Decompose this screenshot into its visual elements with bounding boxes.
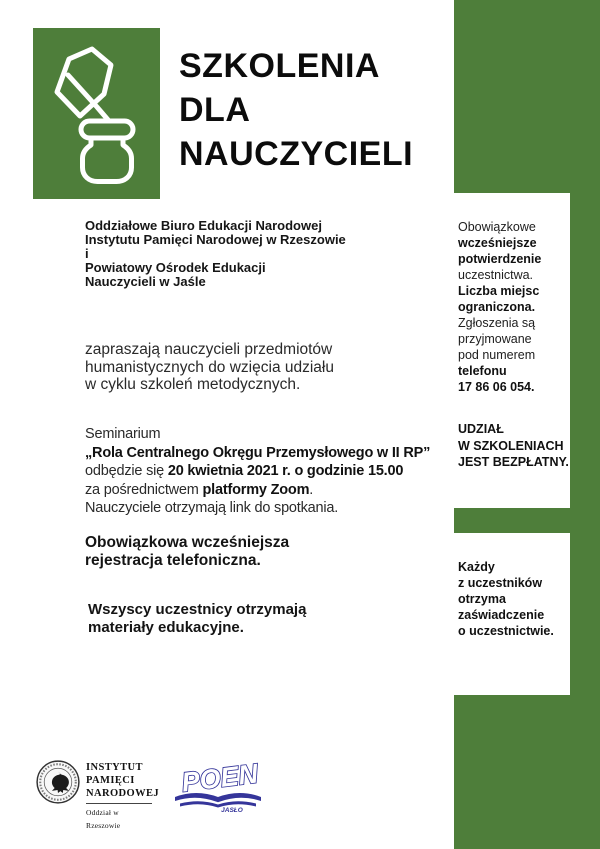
sidebar-line: UDZIAŁ <box>458 422 504 436</box>
ipn-wordmark <box>86 761 159 832</box>
sidebar-line: potwierdzenie <box>458 252 542 266</box>
sidebar-line: z uczestników <box>458 576 543 590</box>
seminar-platform: platformy Zoom <box>202 481 310 498</box>
sidebar-line: Obowiązkowe <box>458 220 536 234</box>
ipn-name-line: PAMIĘCI <box>86 775 135 786</box>
sidebar-line: ograniczona. <box>458 300 536 314</box>
organizer-line: Instytutu Pamięci Narodowej w Rzeszowie <box>85 232 346 247</box>
poen-logo <box>170 760 270 819</box>
quill-inkwell-icon <box>33 28 160 199</box>
eagle-seal-icon <box>35 759 81 805</box>
sidebar-line: wcześniejsze <box>458 236 537 250</box>
seminar-intro: Seminarium <box>85 426 161 442</box>
seminar-platform-prefix: za pośrednictwem <box>85 481 203 498</box>
sidebar-line: JEST BEZPŁATNY. <box>458 455 569 469</box>
seminar-topic: „Rola Centralnego Okręgu Przemysłowego w II RP” <box>85 444 431 461</box>
open-book-icon <box>170 760 270 814</box>
invitation-line: w cyklu szkoleń metodycznych. <box>85 376 301 393</box>
sidebar-line: zaświadczenie <box>458 608 545 622</box>
ipn-logo <box>35 759 81 810</box>
materials-note <box>88 601 306 636</box>
poen-city-label: JASŁO <box>221 807 243 814</box>
registration-note <box>85 534 289 570</box>
organizer-line: Nauczycieli w Jaśle <box>85 274 206 289</box>
organizer-line: Powiatowy Ośrodek Edukacji <box>85 260 266 275</box>
registration-line: rejestracja telefoniczna. <box>85 552 261 569</box>
title-line: DLA <box>179 91 251 129</box>
seminar-date-line <box>85 462 430 481</box>
ipn-name-line: INSTYTUT <box>86 762 143 773</box>
sidebar-line: Zgłoszenia są <box>458 316 536 330</box>
title-line: NAUCZYCIELI <box>179 135 414 173</box>
invitation-line: humanistycznych do wzięcia udziału <box>85 358 334 376</box>
sidebar-line: telefonu <box>458 364 507 378</box>
seminar-date: 20 kwietnia 2021 r. o godzinie 15.00 <box>167 463 404 479</box>
sidebar-line: Liczba miejsc <box>458 284 540 298</box>
seminar-link-note: Nauczyciele otrzymają link do spotkania. <box>85 500 339 516</box>
sidebar-line: pod numerem <box>458 348 536 362</box>
materials-line: materiały edukacyjne. <box>88 618 244 636</box>
sidebar-free-note <box>458 421 570 471</box>
sidebar-line: W SZKOLENIACH <box>458 438 564 453</box>
organizer-line: Oddziałowe Biuro Edukacji Narodowej <box>85 218 322 233</box>
seminar-platform-line <box>85 481 430 500</box>
sidebar-certificate-note <box>458 559 570 639</box>
sidebar-phone-number: 17 86 06 054. <box>458 380 535 394</box>
seminar-platform-suffix: . <box>309 481 314 498</box>
sidebar-confirmation-note <box>458 219 570 395</box>
sidebar-line: uczestnictwa. <box>458 268 534 282</box>
title-line: SZKOLENIA <box>179 47 380 85</box>
organizer-line: i <box>85 246 89 261</box>
sidebar-line: o uczestnictwie. <box>458 624 554 638</box>
invitation-line: zapraszają nauczycieli przedmiotów <box>85 341 333 358</box>
ipn-name-line: NARODOWEJ <box>86 788 160 799</box>
registration-line: Obowiązkowa wcześniejsza <box>85 534 290 551</box>
materials-line: Wszyscy uczestnicy otrzymają <box>88 601 307 618</box>
sidebar-line: przyjmowane <box>458 332 532 346</box>
sidebar-line: Każdy <box>458 560 495 574</box>
invitation-paragraph <box>85 341 334 394</box>
seminar-block <box>85 425 430 518</box>
page-title <box>179 44 413 176</box>
brand-square <box>33 28 160 199</box>
seminar-date-prefix: odbędzie się <box>85 463 168 479</box>
poen-acronym: POEN <box>179 760 260 798</box>
sidebar-line: otrzyma <box>458 592 506 606</box>
ipn-branch-label: Oddział w Rzeszowie <box>86 803 152 832</box>
organizers-block <box>85 219 346 289</box>
